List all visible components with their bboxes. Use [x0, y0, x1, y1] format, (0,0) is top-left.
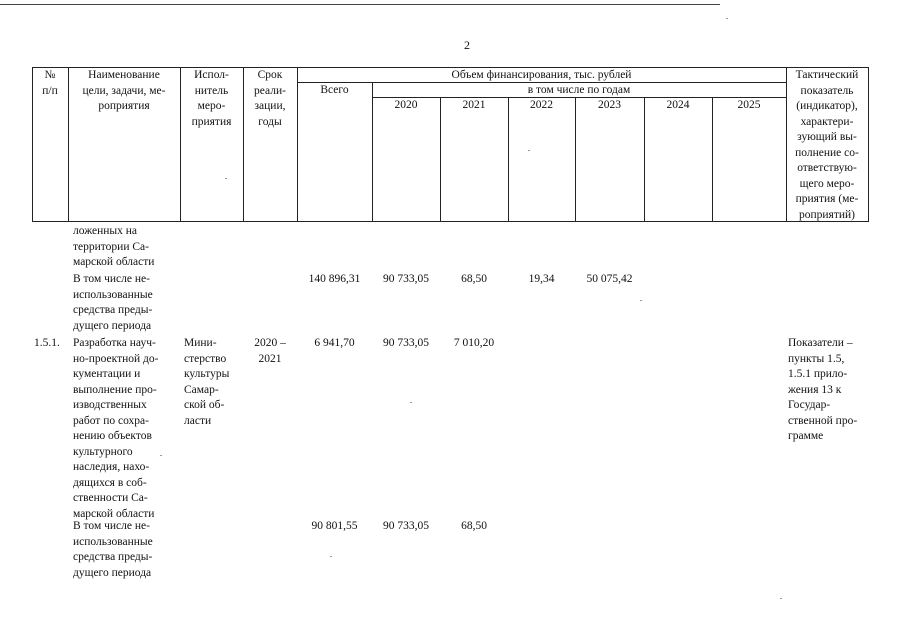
header-col-term: Срок реали- зации, годы [254, 69, 286, 128]
scan-edge-line [0, 4, 720, 5]
row-3-indicator: Показатели – пункты 1.5, 1.5.1 прило- жения 13 к Государ- ственной про- грамме [788, 337, 858, 442]
row-2-2021: 68,50 [461, 273, 487, 285]
row-3-2020: 90 733,05 [383, 337, 429, 349]
row-2-2022: 19,34 [528, 273, 555, 285]
header-year-2024: 2024 [666, 99, 690, 111]
header-col-executor: Испол- нитель меро- приятия [191, 69, 232, 128]
row-2-name: В том числе не- использованные средства преды- дущего периода [73, 273, 153, 332]
row-3-executor: Мини- стерство культуры Самар- ской об- ласти [184, 337, 230, 427]
header-year-2021: 2021 [462, 99, 486, 111]
row-3-number: 1.5.1. [34, 337, 60, 349]
header-year-2022: 2022 [530, 99, 553, 111]
header-year-2023: 2023 [598, 99, 621, 111]
row-3-total: 6 941,70 [314, 337, 355, 349]
row-4-total: 90 801,55 [311, 520, 358, 532]
row-2-2023: 50 075,42 [586, 273, 633, 285]
header-year-2025: 2025 [737, 99, 761, 111]
row-3-name: Разработка науч- но-проектной до- кументации и выполнение про- изводственных работ по сохра- нению объектов культурного наследия, нахо- дящихся в соб- ственности Са- марской области [73, 337, 159, 520]
header-by-years: в том числе по годам [527, 84, 631, 96]
row-4-2021: 68,50 [461, 520, 487, 532]
header-year-2020: 2020 [394, 99, 418, 111]
header-col-number: № п/п [42, 69, 58, 97]
row-4-name: В том числе не- использованные средства преды- дущего периода [73, 520, 153, 579]
header-col-name: Наименование цели, задачи, ме- роприятия [82, 69, 166, 112]
row-1-name: ложенных на территории Са- марской области [73, 225, 155, 268]
row-2-2020: 90 733,05 [383, 273, 429, 285]
page-number: 2 [464, 38, 470, 52]
header-col-indicator: Тактический показатель (индикатор), характери- зующий вы- полнение со- ответствую- щего меро- приятия (ме- роприятий) [795, 69, 859, 221]
row-3-2021: 7 010,20 [453, 337, 495, 349]
row-3-term: 2020 – 2021 [254, 337, 286, 365]
header-financing: Объем финансирования, тыс. рублей [451, 69, 632, 81]
row-4-2020: 90 733,05 [383, 520, 429, 532]
header-total: Всего [320, 84, 349, 96]
row-2-total: 140 896,31 [308, 273, 361, 285]
